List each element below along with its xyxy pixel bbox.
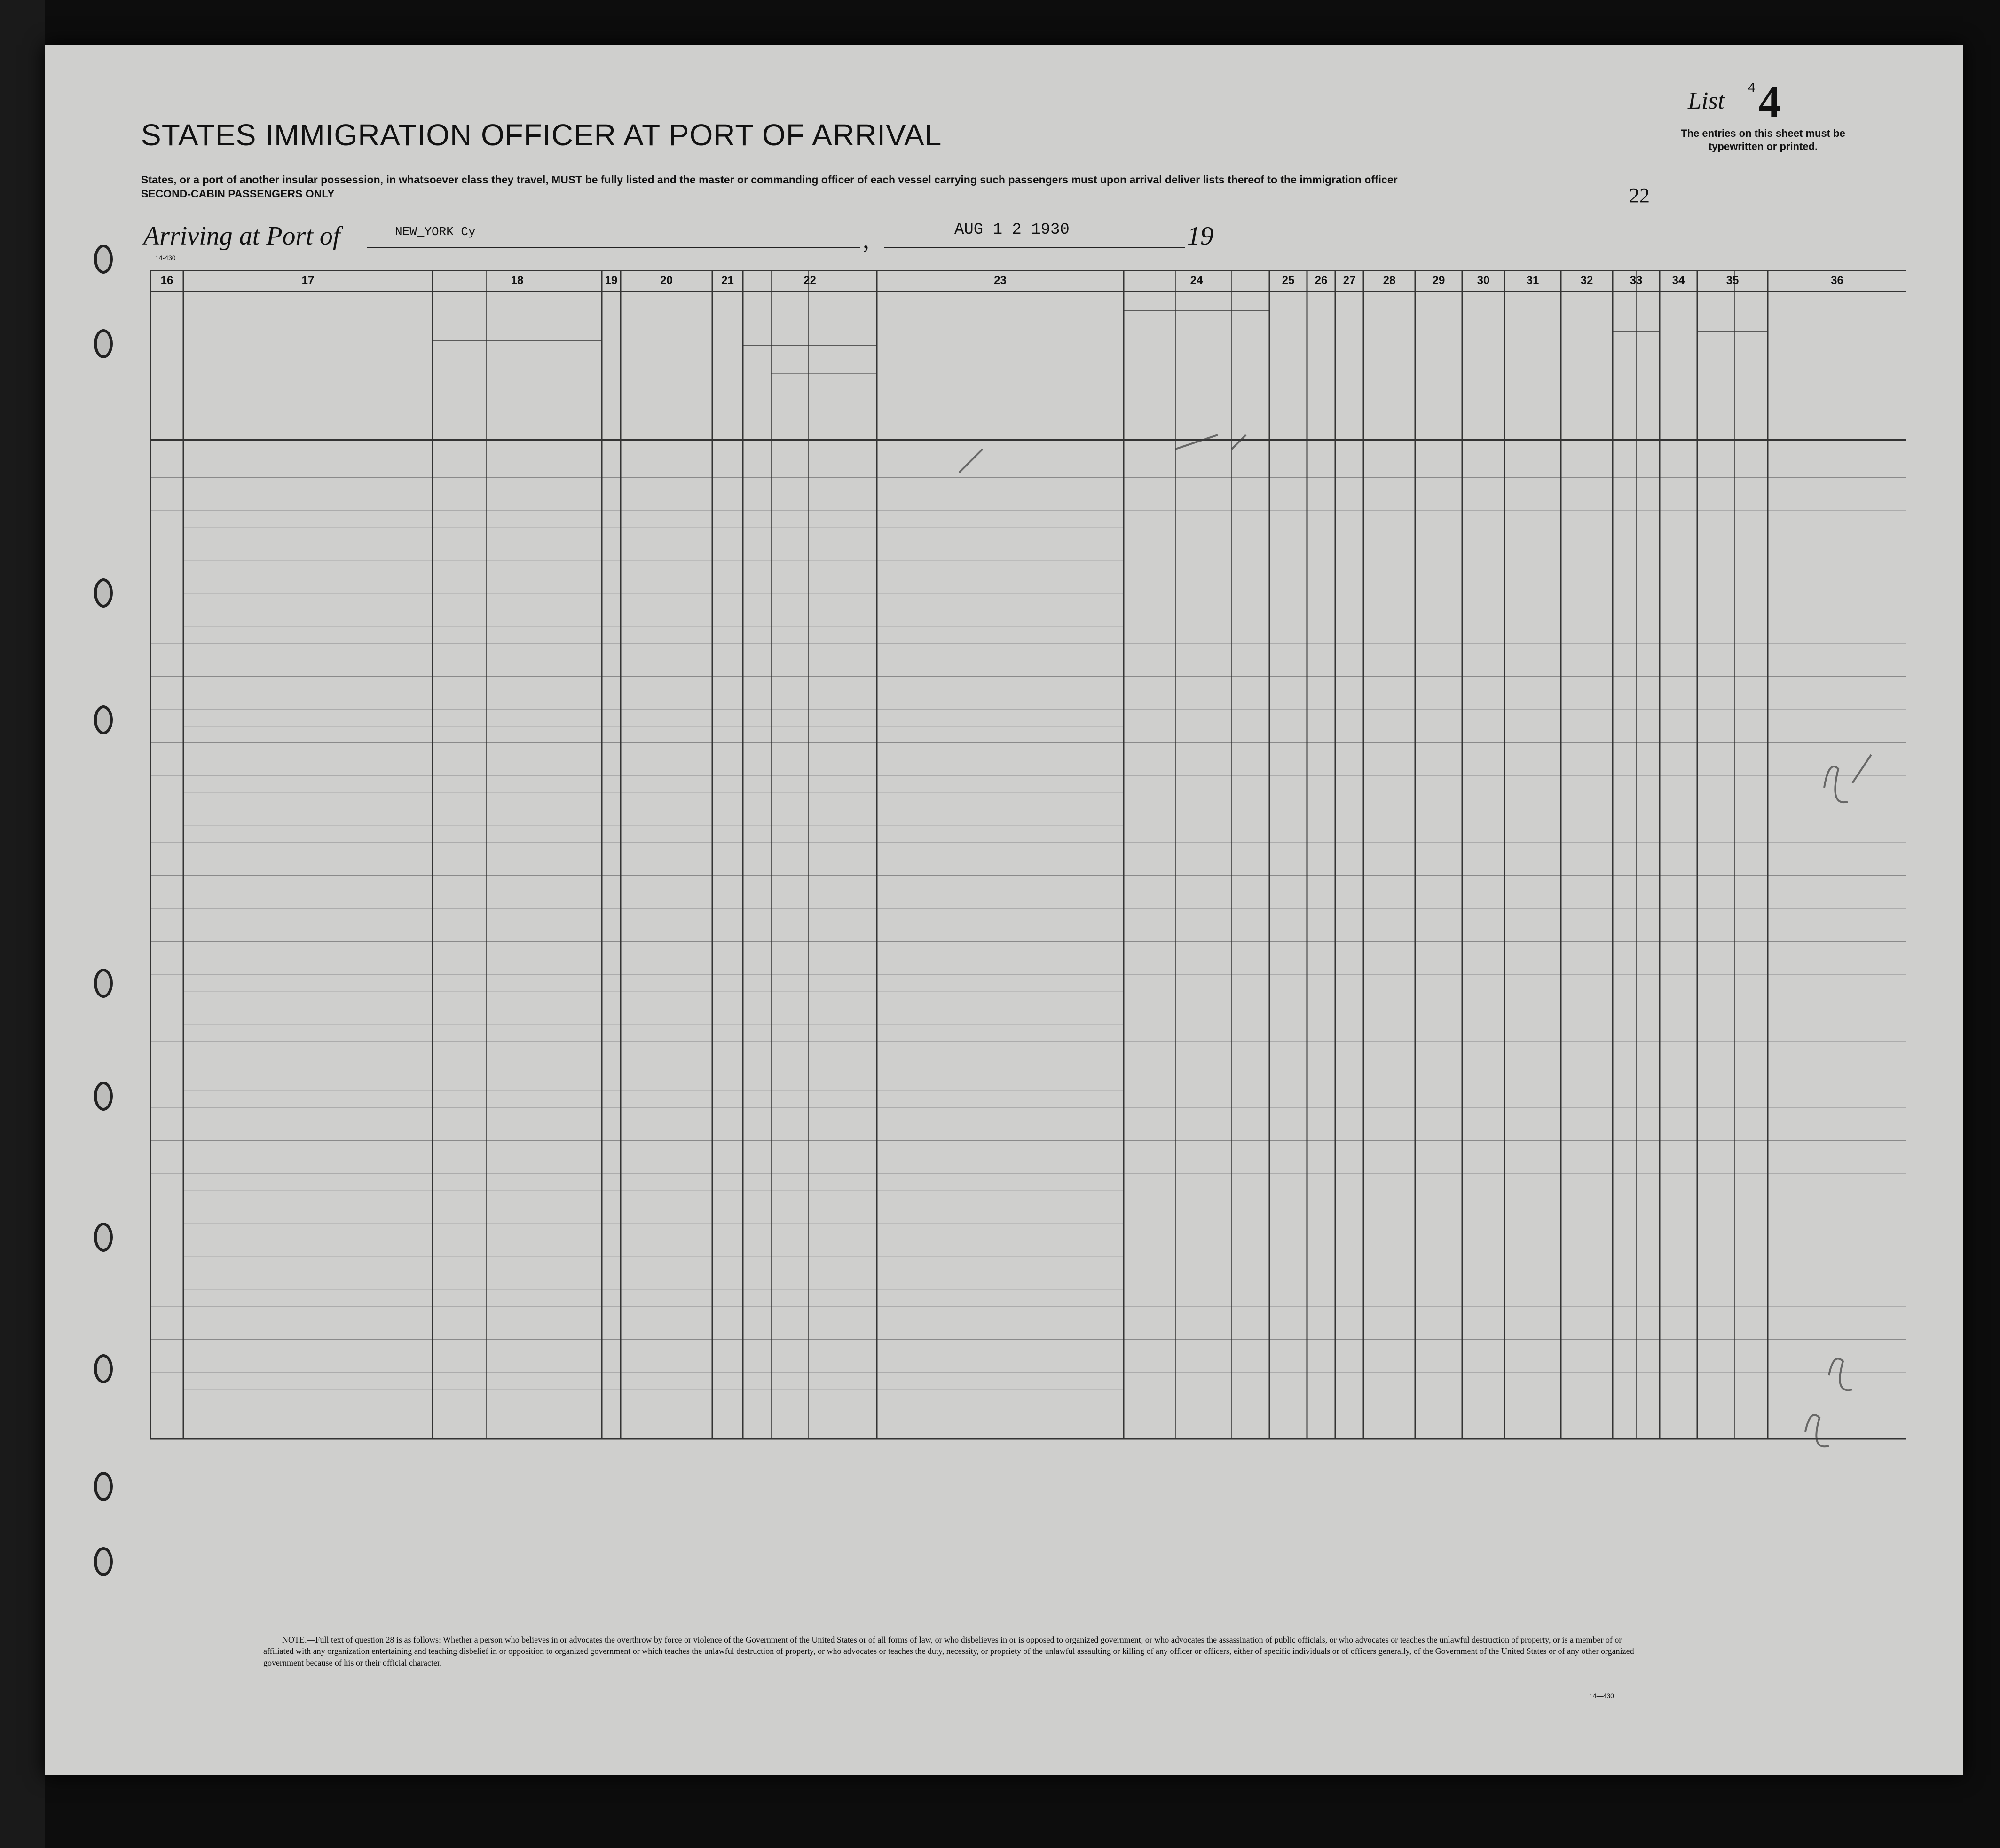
pen-strokes: [959, 435, 1881, 1625]
column-number: 19: [605, 274, 618, 287]
comma: ,: [863, 225, 869, 254]
column-header-q26: [1308, 299, 1334, 435]
binding-hole: [94, 1082, 113, 1111]
arriving-label: Arriving at Port of: [143, 221, 340, 251]
column-header-q29: [1417, 299, 1461, 435]
class-line: SECOND-CABIN PASSENGERS ONLY: [141, 187, 335, 200]
column-header-q30: [1464, 299, 1503, 435]
column-number: 27: [1343, 274, 1356, 287]
column-number: 22: [803, 274, 816, 287]
instructions: [141, 173, 1598, 201]
binding-hole: [94, 329, 113, 358]
column-number: 21: [721, 274, 734, 287]
column-number: 28: [1383, 274, 1396, 287]
column-header-feet: [1614, 397, 1635, 435]
column-header-money: [714, 299, 741, 435]
binding-holes: [45, 0, 101, 1848]
column-number: 24: [1190, 274, 1203, 287]
column-header-q28: [1365, 299, 1414, 435]
column-number: 26: [1315, 274, 1328, 287]
column-number: 35: [1726, 274, 1739, 287]
passenger-ledger: [150, 270, 1906, 1719]
pen-stroke: [1805, 1415, 1829, 1446]
arrival-date-stamp: AUG 1 2 1930: [954, 221, 1070, 239]
binding-hole: [94, 1223, 113, 1252]
column-number: 29: [1432, 274, 1445, 287]
pen-stroke: [1829, 1358, 1852, 1390]
column-header-ticket: [603, 299, 619, 435]
column-number: 18: [511, 274, 524, 287]
column-number: 20: [660, 274, 673, 287]
pen-stroke: [1175, 435, 1246, 449]
column-number: 36: [1831, 274, 1843, 287]
form-code-top: 14-430: [155, 254, 176, 261]
binding-hole: [94, 969, 113, 998]
column-header-purpose-c: [1233, 313, 1268, 435]
list-label: List: [1688, 87, 1725, 114]
column-header-purpose-b: [1177, 313, 1230, 435]
column-number: 31: [1526, 274, 1539, 287]
column-header-inches: [1638, 397, 1658, 435]
binding-hole: [94, 1547, 113, 1576]
port-of-arrival: NEW_YORK Cy: [395, 225, 476, 239]
list-number: 4: [1758, 76, 1781, 126]
column-number: 17: [301, 274, 315, 287]
column-number: 23: [994, 274, 1007, 287]
column-header-purpose-a: [1125, 313, 1174, 435]
form-code-bottom: 14—430: [1589, 1692, 1614, 1699]
list-superscript: 4: [1748, 80, 1756, 95]
year-label: 19: [1187, 221, 1213, 251]
binding-hole: [94, 1354, 113, 1383]
binding-hole: [94, 1472, 113, 1501]
column-number: 25: [1282, 274, 1295, 287]
ledger-grid: [150, 270, 1906, 1625]
column-header-q27: [1337, 299, 1362, 435]
page-title: STATES IMMIGRATION OFFICER AT PORT OF ARRIVAL: [141, 118, 942, 152]
binding-hole: [94, 705, 113, 734]
book-spine: [0, 0, 45, 1848]
sheet-number: 22: [1629, 184, 1650, 207]
column-number: 33: [1630, 274, 1643, 287]
column-number: 32: [1580, 274, 1593, 287]
binding-hole: [94, 245, 113, 274]
binding-hole: [94, 578, 113, 608]
entries-note: The entries on this sheet must be typewritten or printed.: [1681, 127, 1845, 152]
instructions-text: States, or a port of another insular possession, in whatsoever class they travel, MUST be fully listed and the master or commanding officer of each vessel carrying such passengers must upon arrival deliver lists thereof to the immigration officer: [141, 174, 1398, 186]
column-header-q25: [1271, 299, 1306, 435]
date-underline: [884, 247, 1185, 248]
port-underline: [367, 247, 860, 248]
column-number: 30: [1477, 274, 1490, 287]
column-number: 34: [1672, 274, 1685, 287]
question-28-note: NOTE.—Full text of question 28 is as follows: Whether a person who believes in or advocates the overthrow by force or violence of the Government of the United States or of all forms of law, or who disbelieves in or is opposed to organized government, or who advocates the assassination of public officials, or who advocates or teaches the unlawful destruction of property, or is a member of or affiliated with any organization entertaining and teaching disbelief in or opposition to organized government or which teaches the unlawful destruction of property, or who advocates or teaches the duty, necessity, or propriety of the unlawful assaulting or killing of any officer or officers, either of specific individuals or of officers generally, of the Government of the United States or of any other organized government because of his or their official character.: [263, 1635, 1634, 1667]
column-number: 16: [160, 274, 173, 287]
pen-stroke: [1824, 755, 1871, 802]
